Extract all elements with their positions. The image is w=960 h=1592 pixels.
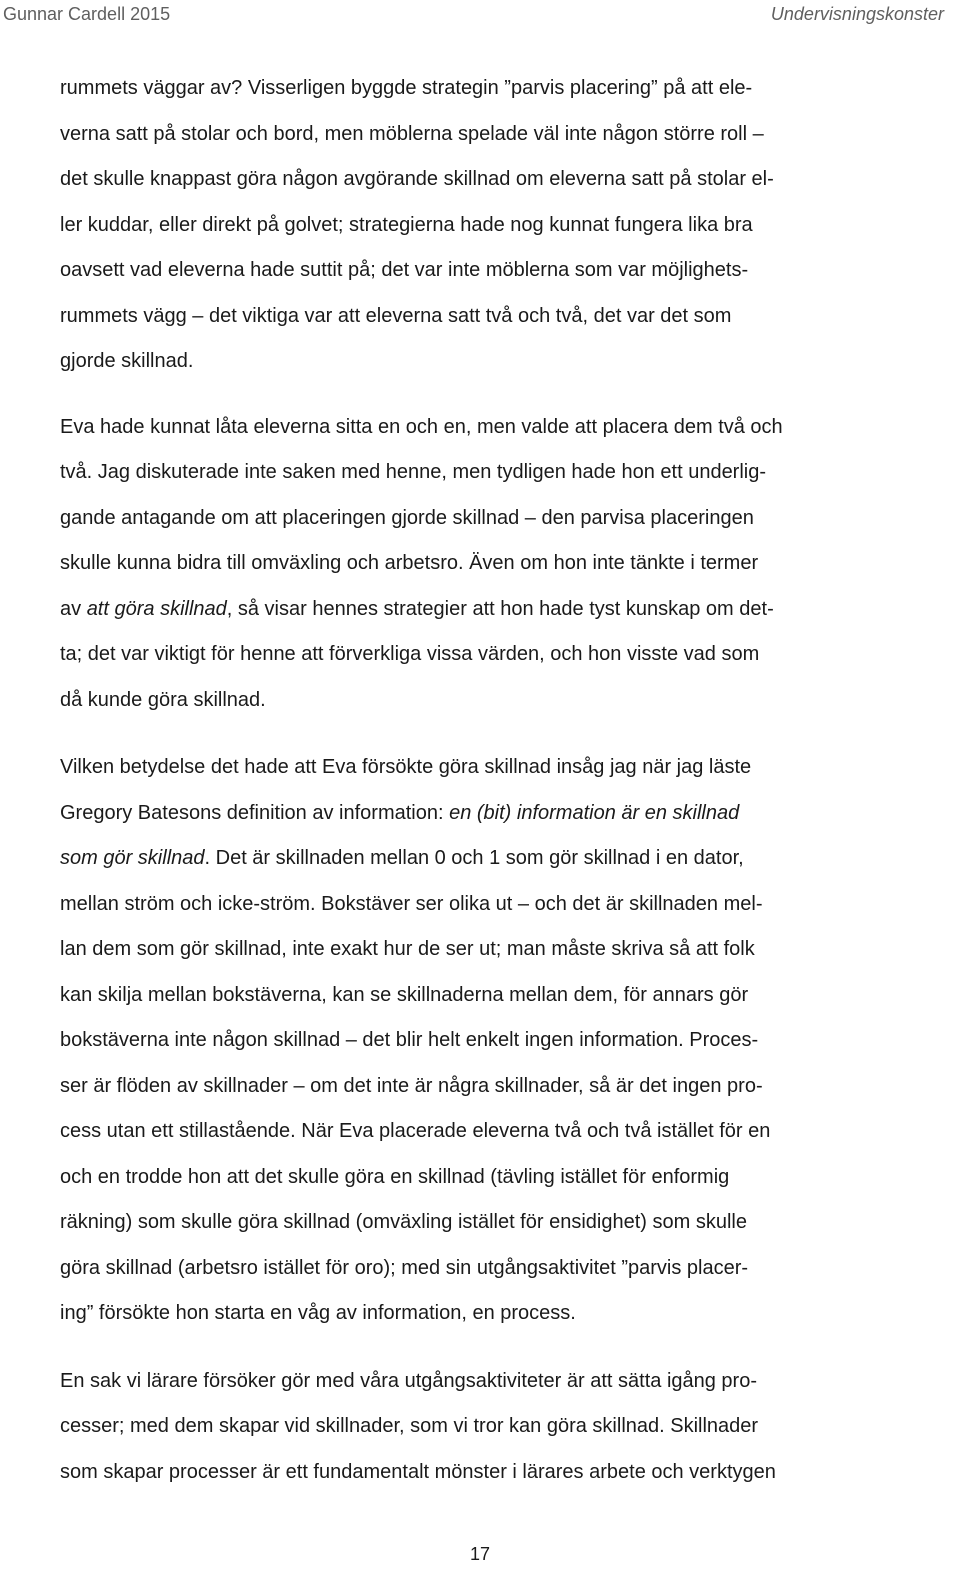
text-line: det skulle knappast göra någon avgörande skillnad om eleverna satt på stolar el- bbox=[60, 168, 774, 190]
text-line: rummets vägg – det viktiga var att eleverna satt två och två, det var det som bbox=[60, 304, 732, 327]
text-line: skulle kunna bidra till omväxling och arbetsro. Även om hon inte tänkte i termer bbox=[60, 552, 759, 574]
text-line: rummets väggar av? Visserligen byggde strategin ”parvis placering” på att ele- bbox=[60, 77, 753, 99]
italic-phrase: att göra skillnad bbox=[86, 597, 227, 620]
text-line: Vilken betydelse det hade att Eva försökte göra skillnad insåg jag när jag läste bbox=[60, 756, 752, 778]
text-span: Gregory Batesons definition av information: bbox=[60, 801, 450, 824]
text-line: oavsett vad eleverna hade suttit på; det var inte möblerna som var möjlighets- bbox=[60, 259, 749, 281]
text-line: ta; det var viktigt för henne att förverkliga vissa värden, och hon visste vad som bbox=[60, 643, 760, 665]
paragraph bbox=[60, 66, 890, 385]
header-author: Gunnar Cardell 2015 bbox=[3, 4, 171, 24]
text-line: räkning) som skulle göra skillnad (omväxling istället för ensidighet) som skulle bbox=[60, 1211, 747, 1233]
text-line: två. Jag diskuterade inte saken med henne, men tydligen hade hon ett underlig- bbox=[60, 461, 767, 483]
text-line: gande antagande om att placeringen gjorde skillnad – den parvisa placeringen bbox=[60, 506, 754, 529]
text-line bbox=[60, 836, 890, 882]
text-line: och en trodde hon att det skulle göra en skillnad (tävling istället för enformig bbox=[60, 1165, 730, 1188]
text-line: lan dem som gör skillnad, inte exakt hur de ser ut; man måste skriva så att folk bbox=[60, 938, 755, 960]
text-span: . Det är skillnaden mellan 0 och 1 som gör skillnad i en dator, bbox=[204, 847, 744, 869]
text-line: bokstäverna inte någon skillnad – det blir helt enkelt ingen information. Proces- bbox=[60, 1029, 759, 1051]
text-span: , så visar hennes strategier att hon hade tyst kunskap om det- bbox=[226, 597, 774, 620]
italic-phrase: som gör skillnad bbox=[60, 847, 205, 869]
italic-phrase: en (bit) information är en skillnad bbox=[449, 801, 740, 824]
paragraph bbox=[60, 1359, 890, 1496]
paragraph-spacer bbox=[60, 385, 890, 405]
text-line: mellan ström och icke-ström. Bokstäver ser olika ut – och det är skillnaden mel- bbox=[60, 892, 763, 915]
text-line: Eva hade kunnat låta eleverna sitta en och en, men valde att placera dem två och bbox=[60, 415, 783, 438]
text-line: ing” försökte hon starta en våg av information, en process. bbox=[60, 1302, 576, 1324]
text-line: då kunde göra skillnad. bbox=[60, 688, 266, 711]
page-header bbox=[0, 4, 960, 30]
paragraph bbox=[60, 405, 890, 724]
paragraph-spacer bbox=[60, 1337, 890, 1359]
paragraph-spacer bbox=[60, 723, 890, 745]
paragraph bbox=[60, 745, 890, 1337]
text-line: verna satt på stolar och bord, men möblerna spelade väl inte någon större roll – bbox=[60, 122, 764, 145]
text-line: kan skilja mellan bokstäverna, kan se skillnaderna mellan dem, för annars gör bbox=[60, 983, 749, 1006]
text-span: av bbox=[60, 597, 87, 620]
text-line bbox=[60, 791, 890, 837]
page-number: 17 bbox=[469, 1544, 491, 1564]
body-text bbox=[60, 66, 890, 1495]
text-line: gjorde skillnad. bbox=[60, 350, 194, 372]
text-line: ler kuddar, eller direkt på golvet; strategierna hade nog kunnat fungera lika bra bbox=[60, 213, 753, 236]
text-line: som skapar processer är ett fundamentalt mönster i lärares arbete och verktygen bbox=[60, 1460, 776, 1483]
text-line: En sak vi lärare försöker gör med våra utgångsaktiviteter är att sätta igång pro- bbox=[60, 1369, 758, 1392]
text-line: ser är flöden av skillnader – om det inte är några skillnader, så är det ingen pro- bbox=[60, 1074, 763, 1097]
text-line: cess utan ett stillastående. När Eva placerade eleverna två och två istället för en bbox=[60, 1120, 771, 1142]
text-line bbox=[60, 587, 890, 633]
text-line: cesser; med dem skapar vid skillnader, som vi tror kan göra skillnad. Skillnader bbox=[60, 1415, 759, 1437]
text-line: göra skillnad (arbetsro istället för oro); med sin utgångsaktivitet ”parvis placer- bbox=[60, 1256, 749, 1279]
header-title: Undervisningskonster bbox=[770, 4, 944, 24]
